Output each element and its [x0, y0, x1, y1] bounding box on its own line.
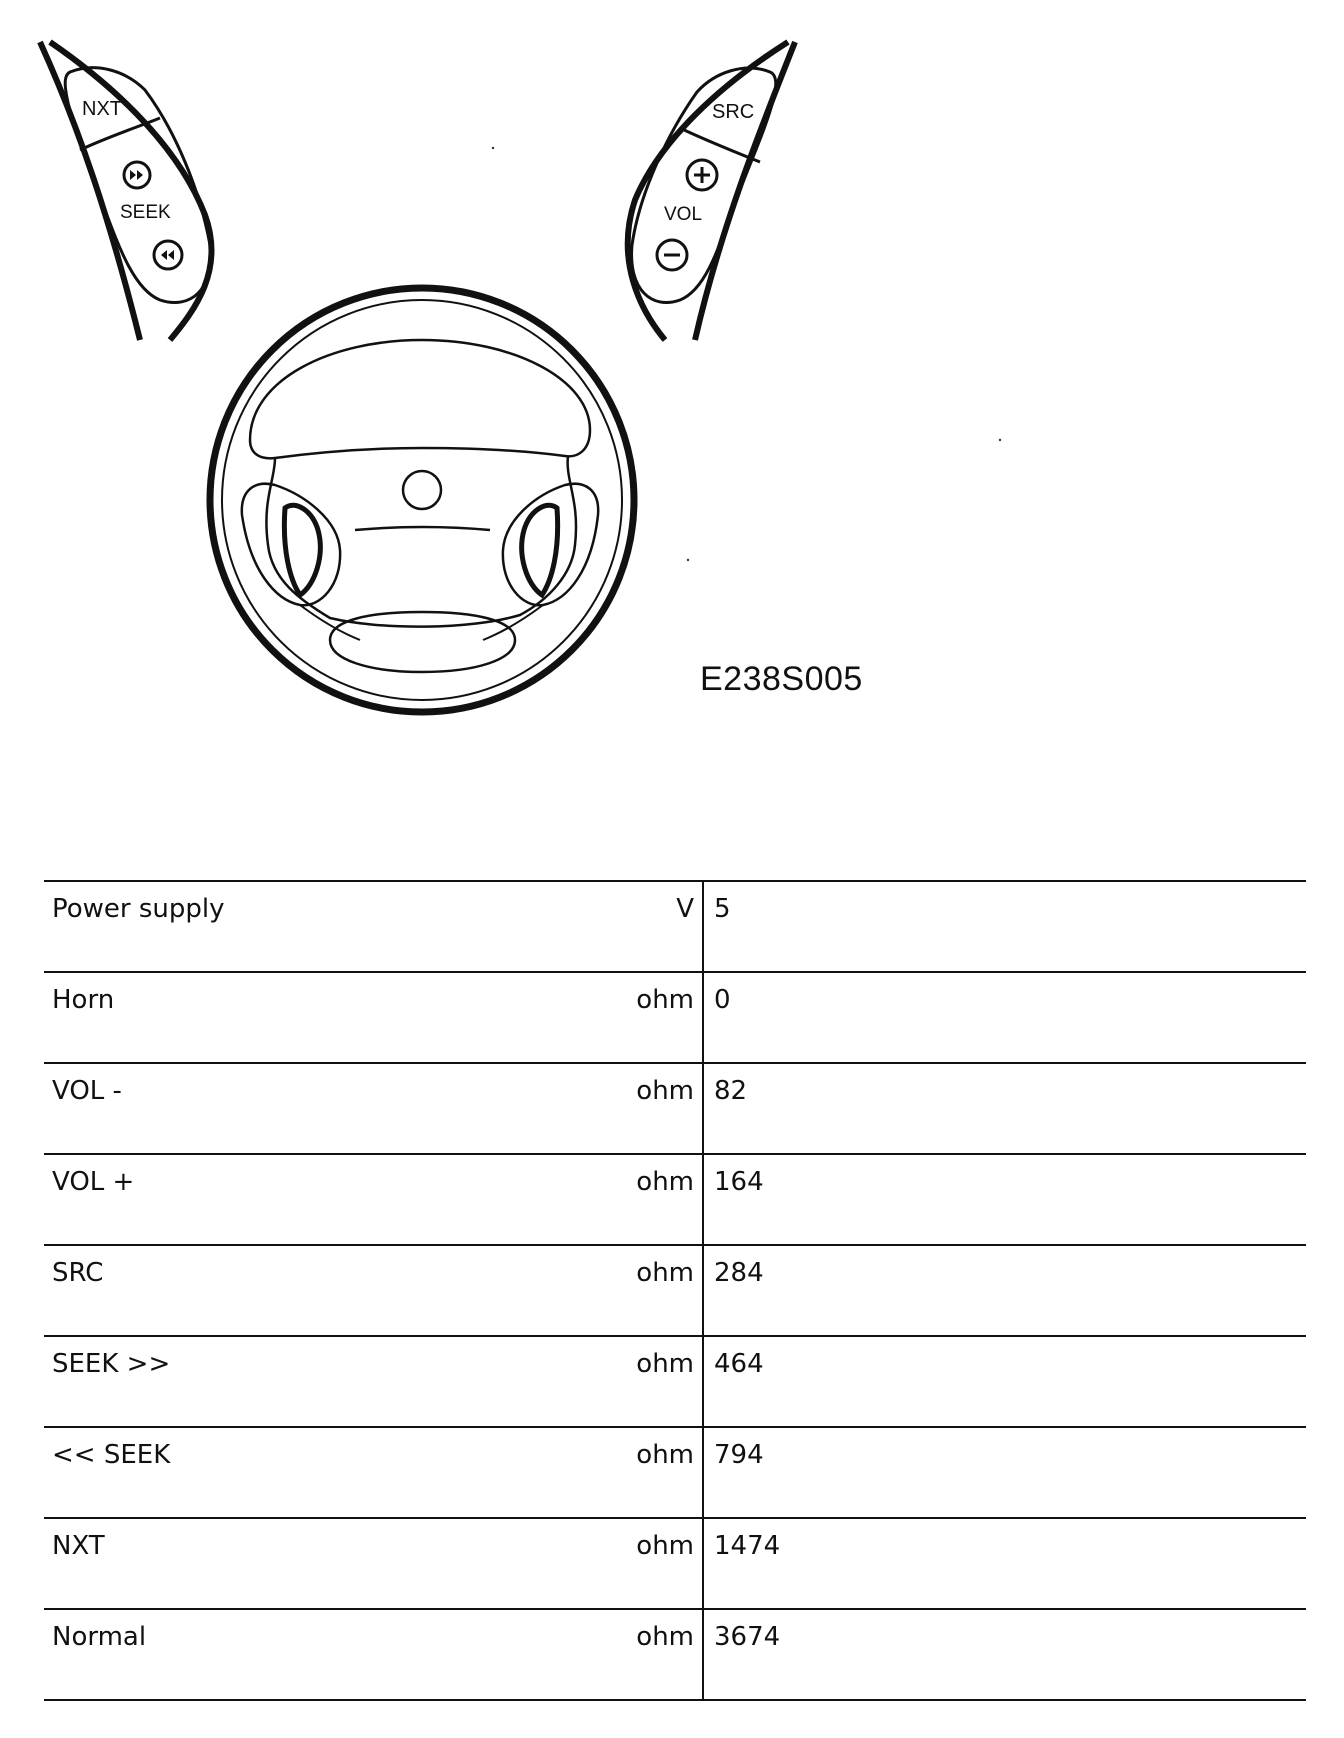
row-value: 0: [703, 972, 1306, 1063]
wheel-right-switch-outline: [522, 505, 558, 595]
row-value: 3674: [703, 1609, 1306, 1700]
row-value: 82: [703, 1063, 1306, 1154]
wheel-hub: [266, 456, 576, 627]
table-row: [44, 1609, 1306, 1700]
row-value: 1474: [703, 1518, 1306, 1609]
row-unit: ohm: [636, 1076, 694, 1106]
wheel-left-switch-outline: [284, 505, 320, 595]
table-row: [44, 1336, 1306, 1427]
wheel-rim-inner: [222, 300, 622, 700]
scan-speck: [999, 439, 1001, 441]
steering-wheel: [210, 288, 634, 712]
row-label: Horn: [52, 985, 115, 1015]
row-unit: V: [676, 894, 694, 924]
table-row: [44, 1245, 1306, 1336]
scan-speck: [687, 559, 689, 561]
row-label: << SEEK: [52, 1440, 171, 1470]
right-switch-divider: [680, 128, 760, 162]
row-unit: ohm: [636, 1440, 694, 1470]
row-unit: ohm: [636, 1258, 694, 1288]
table-row: [44, 881, 1306, 972]
src-button-label: SRC: [712, 101, 755, 123]
row-label: SRC: [52, 1258, 104, 1288]
row-unit: ohm: [636, 1349, 694, 1379]
row-label: Normal: [52, 1622, 147, 1652]
wheel-left-spoke-pod: [242, 484, 340, 606]
table-row: [44, 1154, 1306, 1245]
row-label: VOL -: [52, 1076, 122, 1106]
row-label: VOL +: [52, 1167, 135, 1197]
row-label: NXT: [52, 1531, 105, 1561]
right-panel-outer-edge: [695, 42, 795, 340]
seek-label: SEEK: [120, 202, 171, 223]
nxt-button-label: NXT: [82, 98, 122, 120]
row-value: 164: [703, 1154, 1306, 1245]
figure-reference-code: E238S005: [700, 660, 863, 698]
table-row: [44, 972, 1306, 1063]
table-row: [44, 1518, 1306, 1609]
row-unit: ohm: [636, 1622, 694, 1652]
steering-wheel-figure: [0, 0, 1344, 730]
row-value: 794: [703, 1427, 1306, 1518]
row-value: 284: [703, 1245, 1306, 1336]
table-row: [44, 1427, 1306, 1518]
wheel-center-emblem: [403, 471, 441, 509]
row-unit: ohm: [636, 1531, 694, 1561]
row-value: 464: [703, 1336, 1306, 1427]
wheel-hub-line: [355, 527, 490, 530]
wheel-rim-outer: [210, 288, 634, 712]
left-switch-divider: [80, 118, 160, 150]
left-switch-panel: [40, 42, 212, 340]
scan-speck: [492, 147, 494, 149]
row-label: Power supply: [52, 894, 225, 924]
vol-label: VOL: [664, 204, 703, 225]
steering-wheel-diagram: [0, 0, 1344, 730]
left-panel-outer-edge: [40, 42, 140, 340]
row-value: 5: [703, 881, 1306, 972]
switch-resistance-table: [44, 880, 1306, 1701]
row-label: SEEK >>: [52, 1349, 171, 1379]
right-switch-panel: [628, 42, 795, 340]
wheel-right-spoke-pod: [503, 484, 598, 606]
row-unit: ohm: [636, 1167, 694, 1197]
table-row: [44, 1063, 1306, 1154]
row-unit: ohm: [636, 985, 694, 1015]
wheel-upper-opening: [250, 340, 590, 458]
